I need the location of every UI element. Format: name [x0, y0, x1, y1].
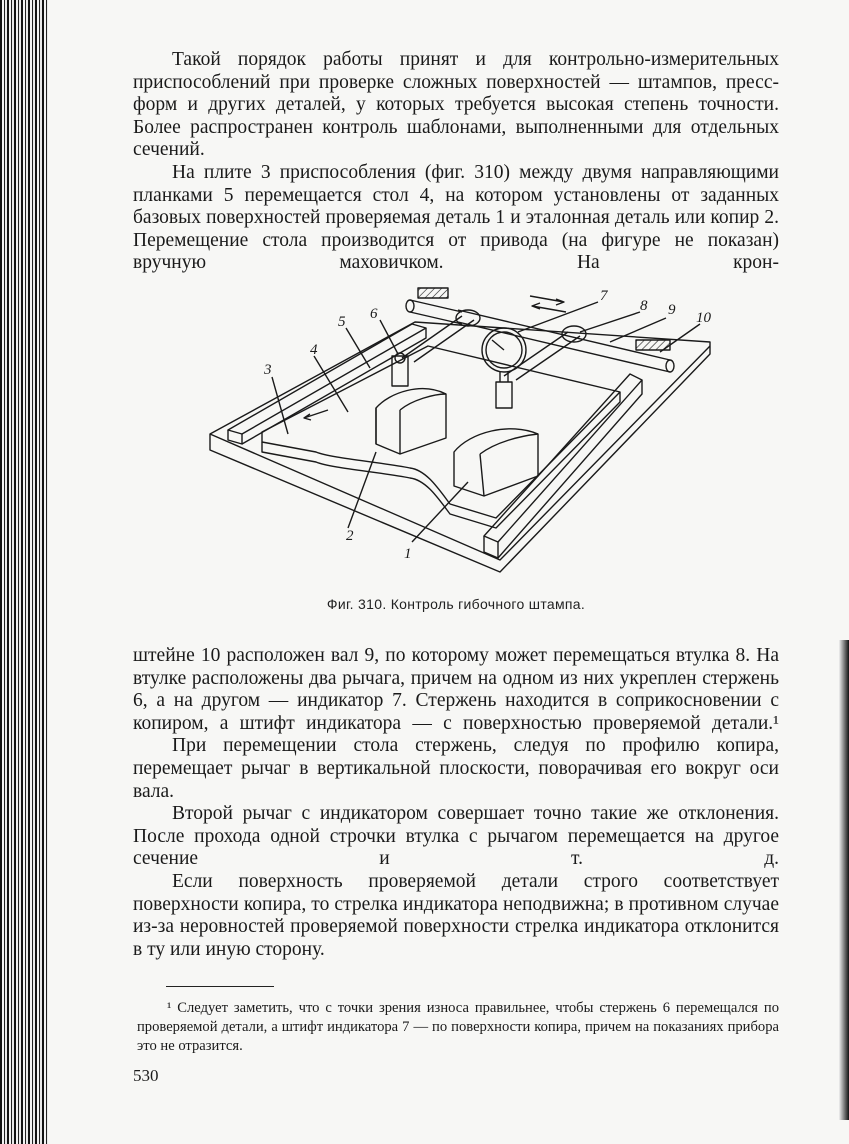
footnote-divider: [166, 986, 274, 987]
page-number: 530: [133, 1066, 159, 1085]
paragraph: Такой порядок работы принят и для контрольно-измерительных приспособлений при проверке сложных поверхностей — штампов, пресс-форм и других деталей, у которых требуется высокая степень точности. Более распространен контроль шаблонами, выполненными для отдельных сечений.: [133, 49, 779, 161]
paragraph: Второй рычаг с индикатором совершает точно такие же отклонения. После прохода одной строчки втулка с рычагом перемещается на другое сечение и т. д.: [133, 803, 779, 870]
footnote: [137, 999, 779, 1056]
paragraph: На плите 3 приспособления (фиг. 310) между двумя направляющими планками 5 перемещается стол 4, на котором установлены от заданных базовых поверхностей проверяемая деталь 1 и эталонная деталь или копир 2. Перемещение стола производится от привода (на фигуре не показан) вручную маховичком. На крон-: [133, 161, 779, 274]
label-3: 3: [264, 362, 272, 378]
body-text-top: [133, 49, 779, 275]
body-text-bottom: [133, 645, 779, 961]
figure-310-drawing: [200, 282, 720, 582]
label-2: 2: [346, 528, 354, 544]
page-edge-shadow: [839, 640, 849, 1120]
copier-part: [376, 389, 446, 454]
label-1: 1: [404, 546, 412, 562]
book-binding-shadow: [0, 0, 48, 1144]
label-5: 5: [338, 314, 346, 330]
figure-caption: Фиг. 310. Контроль гибочного штампа.: [326, 596, 586, 612]
guide-rail-left: [228, 324, 426, 434]
paragraph: Если поверхность проверяемой детали строго соответствует поверхности копира, то стрелка индикатора неподвижна; в противном случае из-за неровностей проверяемой поверхности стрелка индикатора отклонится в ту или иную сторону.: [133, 870, 779, 960]
label-8: 8: [640, 298, 648, 314]
base-plate: [210, 322, 710, 572]
label-9: 9: [668, 302, 676, 318]
paragraph: При перемещении стола стержень, следуя по профилю копира, перемещает рычаг в вертикальной плоскости, поворачивая его вокруг оси вала.: [133, 735, 779, 802]
label-4: 4: [310, 342, 318, 358]
paragraph: штейне 10 расположен вал 9, по которому может перемещаться втулка 8. На втулке расположены два рычага, причем на одном из них укреплен стержень 6, а на другом — индикатор 7. Стержень находится в соприкосновении с копиром, а штифт индикатора — с поверхностью проверяемой детали.¹: [133, 645, 779, 734]
label-10: 10: [696, 310, 711, 326]
label-7: 7: [600, 288, 608, 304]
footnote-text: ¹ Следует заметить, что с точки зрения износа правильнее, чтобы стержень 6 перемещался по проверяемой детали, а штифт индикатора 7 — по поверхности копира, причем на показаниях прибора это не отразится.: [137, 1000, 779, 1054]
label-6: 6: [370, 306, 378, 322]
workpiece: [454, 429, 538, 496]
